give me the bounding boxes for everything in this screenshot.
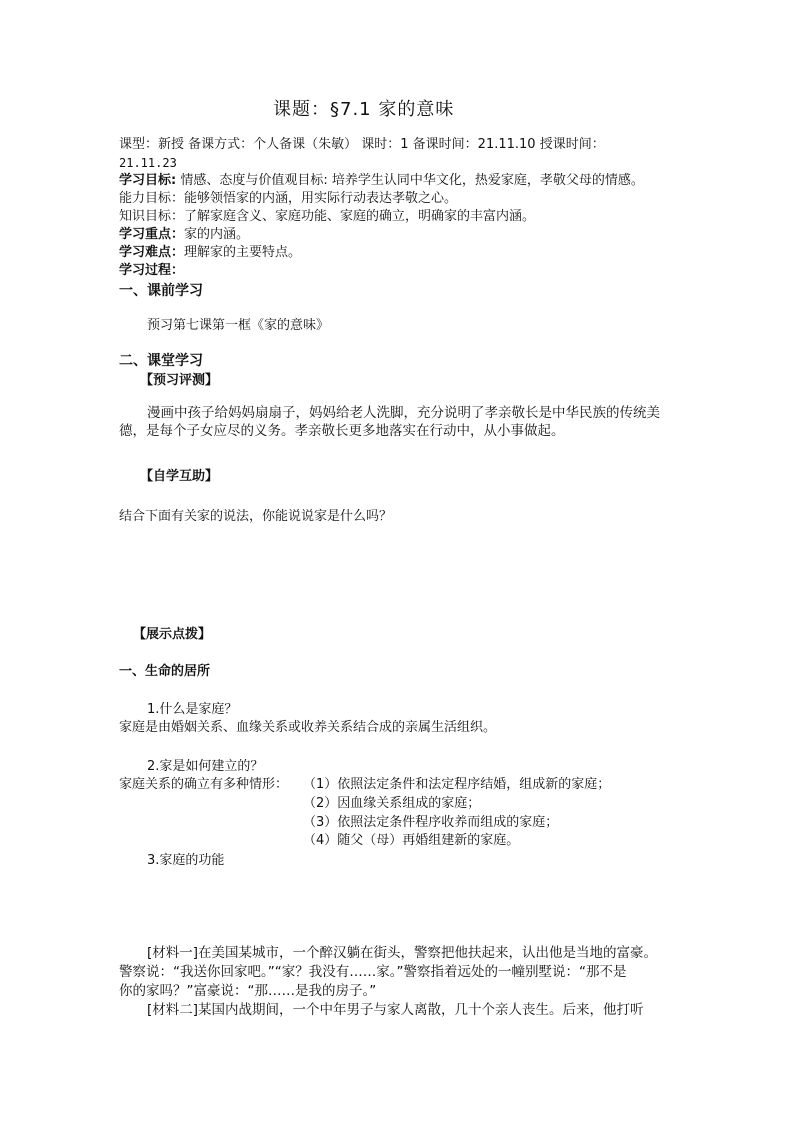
answer-2-item: （2）因血缘关系组成的家庭； — [303, 796, 481, 811]
difficulty-text: 理解家的主要特点。 — [184, 245, 302, 260]
preview-text-line1: 漫画中孩子给妈妈扇扇子，妈妈给老人洗脚，充分说明了孝亲敬长是中华民族的传统美 — [147, 405, 660, 421]
page-title: 课题：§7.1 家的意味 — [273, 99, 455, 120]
key-point-text: 家的内涵。 — [184, 227, 250, 242]
key-point-label: 学习重点： — [119, 227, 185, 242]
preview-text-line2: 德，是每个子女应尽的义务。孝亲敬长更多地落实在行动中，从小事做起。 — [119, 423, 565, 439]
show-guide-label: 【展示点拨】 — [133, 627, 212, 642]
key-point — [119, 227, 249, 243]
lesson-meta-line1: 课型：新授 备课方式：个人备课（朱敏） 课时：1 备课时间：21.11.10 授课时间： — [119, 137, 605, 152]
life-heading: 一、生命的居所 — [119, 664, 211, 679]
section1-heading: 一、课前学习 — [119, 283, 203, 299]
preview-test-label: 【预习评测】 — [140, 373, 219, 388]
material-2-line1: [材料二]某国内战期间，一个中年男子与家人离散，几十个亲人丧生。后来，他打听 — [147, 1002, 644, 1018]
answer-1: 家庭是由婚姻关系、血缘关系或收养关系结合成的亲属生活组织。 — [119, 720, 497, 735]
answer-2-item: （3）依照法定条件程序收养而组成的家庭； — [303, 815, 559, 830]
goal-knowledge: 知识目标：了解家庭含义、家庭功能、家庭的确立，明确家的丰富内涵。 — [119, 209, 536, 224]
section2-heading: 二、课堂学习 — [119, 353, 203, 369]
question-1: 1.什么是家庭？ — [147, 702, 238, 717]
material-1-line2: 警察说：“我送你回家吧。”“家？我没有……家。”警察指着远处的一幢别墅说：“那不是 — [119, 964, 627, 980]
section1-text: 预习第七课第一框《家的意味》 — [147, 318, 330, 333]
answer-2-item: （1）依照法定条件和法定程序结婚，组成新的家庭； — [303, 777, 611, 792]
goal-emotion-text: 情感、态度与价值观目标: 培养学生认同中华文化，热爱家庭，孝敬父母的情感。 — [176, 173, 644, 188]
question-3: 3.家庭的功能 — [147, 853, 225, 868]
lesson-meta-line2: 21.11.23 — [119, 156, 177, 170]
answer-2-lead: 家庭关系的确立有多种情形： — [119, 777, 289, 792]
process-label: 学习过程： — [119, 263, 185, 278]
goal-emotion-label: 学习目标: — [119, 173, 177, 188]
material-1-line3: 你的家吗？”富豪说：“那……是我的房子。” — [119, 983, 377, 999]
material-1-line1: [材料一]在美国某城市，一个醉汉躺在街头，警察把他扶起来，认出他是当地的富豪。 — [147, 945, 658, 961]
self-study-label: 【自学互助】 — [140, 469, 219, 484]
goal-ability: 能力目标：能够领悟家的内涵，用实际行动表达孝敬之心。 — [119, 191, 458, 206]
self-study-question: 结合下面有关家的说法，你能说说家是什么吗？ — [119, 509, 393, 524]
goal-emotion — [119, 173, 644, 189]
question-2: 2.家是如何建立的？ — [147, 759, 264, 774]
difficulty-point — [119, 245, 301, 261]
answer-2-item: （4）随父（母）再婚组建新的家庭。 — [303, 833, 520, 848]
difficulty-label: 学习难点： — [119, 245, 185, 260]
